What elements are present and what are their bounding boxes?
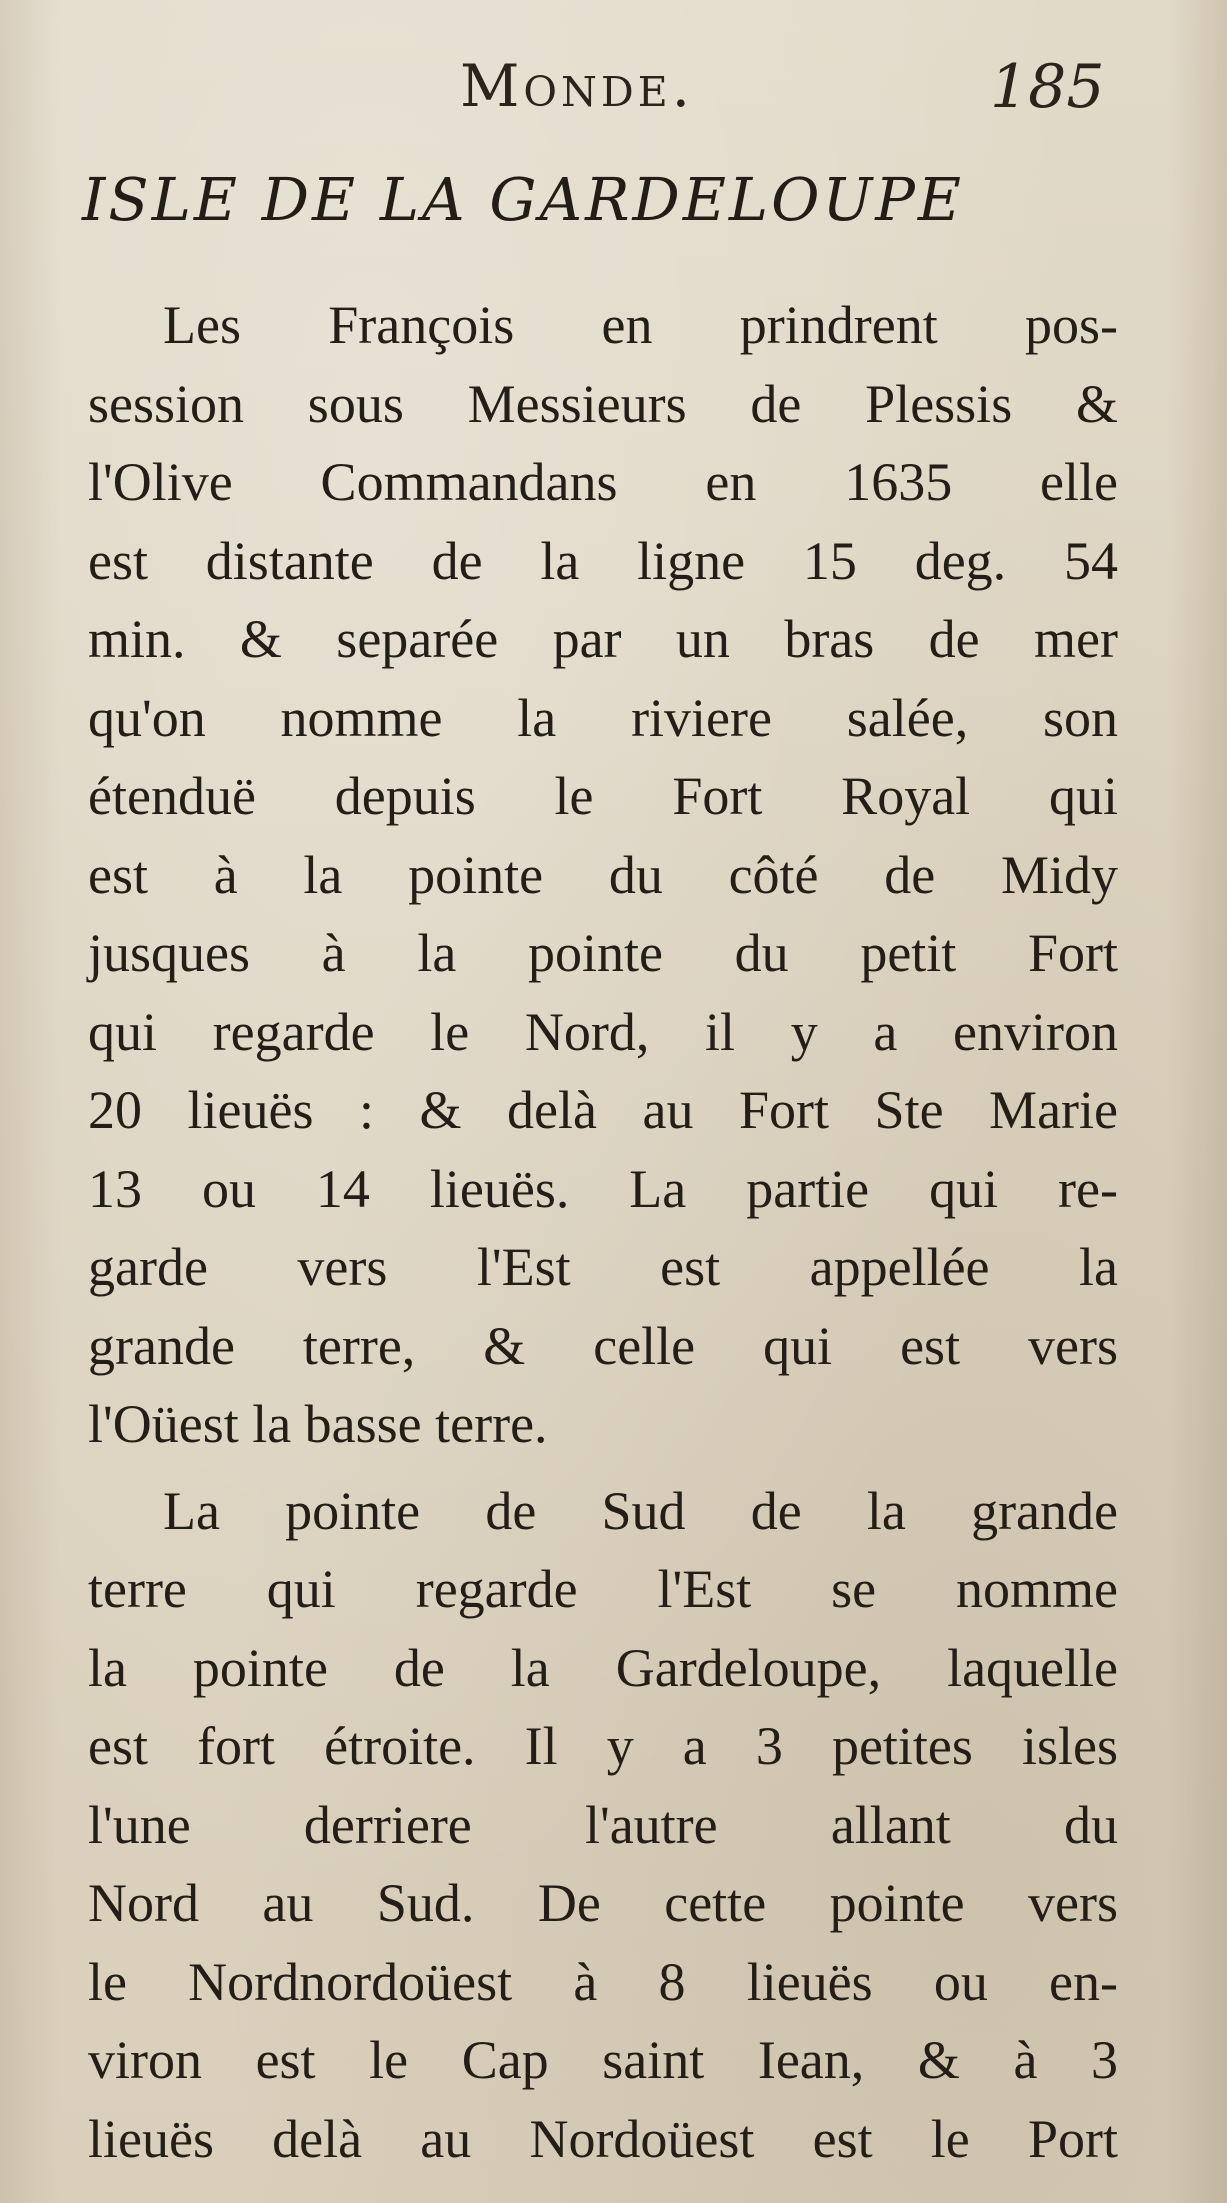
text-line: lieuës delà au Nordoüest est le Port: [88, 2108, 1118, 2169]
text-line: grande terre, & celle qui est vers: [88, 1315, 1118, 1376]
text-line: est fort étroite. Il y a 3 petites isles: [88, 1716, 1118, 1776]
text-line: terre qui regarde l'Est se nomme: [88, 1559, 1118, 1619]
text-line: la pointe de la Gardeloupe, laquelle: [88, 1637, 1118, 1698]
text-line: qu'on nomme la riviere salée, son: [88, 687, 1118, 748]
paragraph-2: [88, 1472, 1118, 2179]
text-line: viron est le Cap saint Iean, & à 3: [88, 2030, 1118, 2090]
running-head: Monde.: [460, 52, 695, 120]
text-line: l'Olive Commandans en 1635 elle: [88, 452, 1118, 512]
page-edge-shadow-left: [0, 0, 60, 2203]
text-line: La pointe de Sud de la grande: [163, 1480, 1118, 1541]
text-line: le Nordnordoüest à 8 lieuës ou en-: [88, 1951, 1118, 2012]
text-line: est à la pointe du côté de Midy: [88, 844, 1118, 905]
body-text: [88, 286, 1118, 2178]
text-line: qui regarde le Nord, il y a environ: [88, 1001, 1118, 1062]
text-line: garde vers l'Est est appellée la: [88, 1237, 1118, 1297]
text-line: est distante de la ligne 15 deg. 54: [88, 530, 1118, 591]
text-line: l'Oüest la basse terre.: [88, 1394, 548, 1454]
text-line: jusques à la pointe du petit Fort: [88, 923, 1118, 983]
text-line: l'une derriere l'autre allant du: [88, 1794, 1118, 1855]
text-line: 13 ou 14 lieuës. La partie qui re-: [88, 1158, 1118, 1219]
text-line: étenduë depuis le Fort Royal qui: [88, 766, 1118, 826]
paragraph-1: [88, 286, 1118, 1464]
text-line: session sous Messieurs de Plessis &: [88, 373, 1118, 434]
text-line: Nord au Sud. De cette pointe vers: [88, 1873, 1118, 1933]
paragraph-gap: [88, 1464, 1118, 1472]
section-title: ISLE DE LA GARDELOUPE: [82, 165, 964, 234]
page-number: 185: [990, 52, 1105, 122]
page-edge-shadow-right: [1167, 0, 1227, 2203]
text-line: Les François en prindrent pos-: [163, 295, 1118, 355]
text-line: min. & separée par un bras de mer: [88, 609, 1118, 669]
text-line: 20 lieuës : & delà au Fort Ste Marie: [88, 1080, 1118, 1140]
